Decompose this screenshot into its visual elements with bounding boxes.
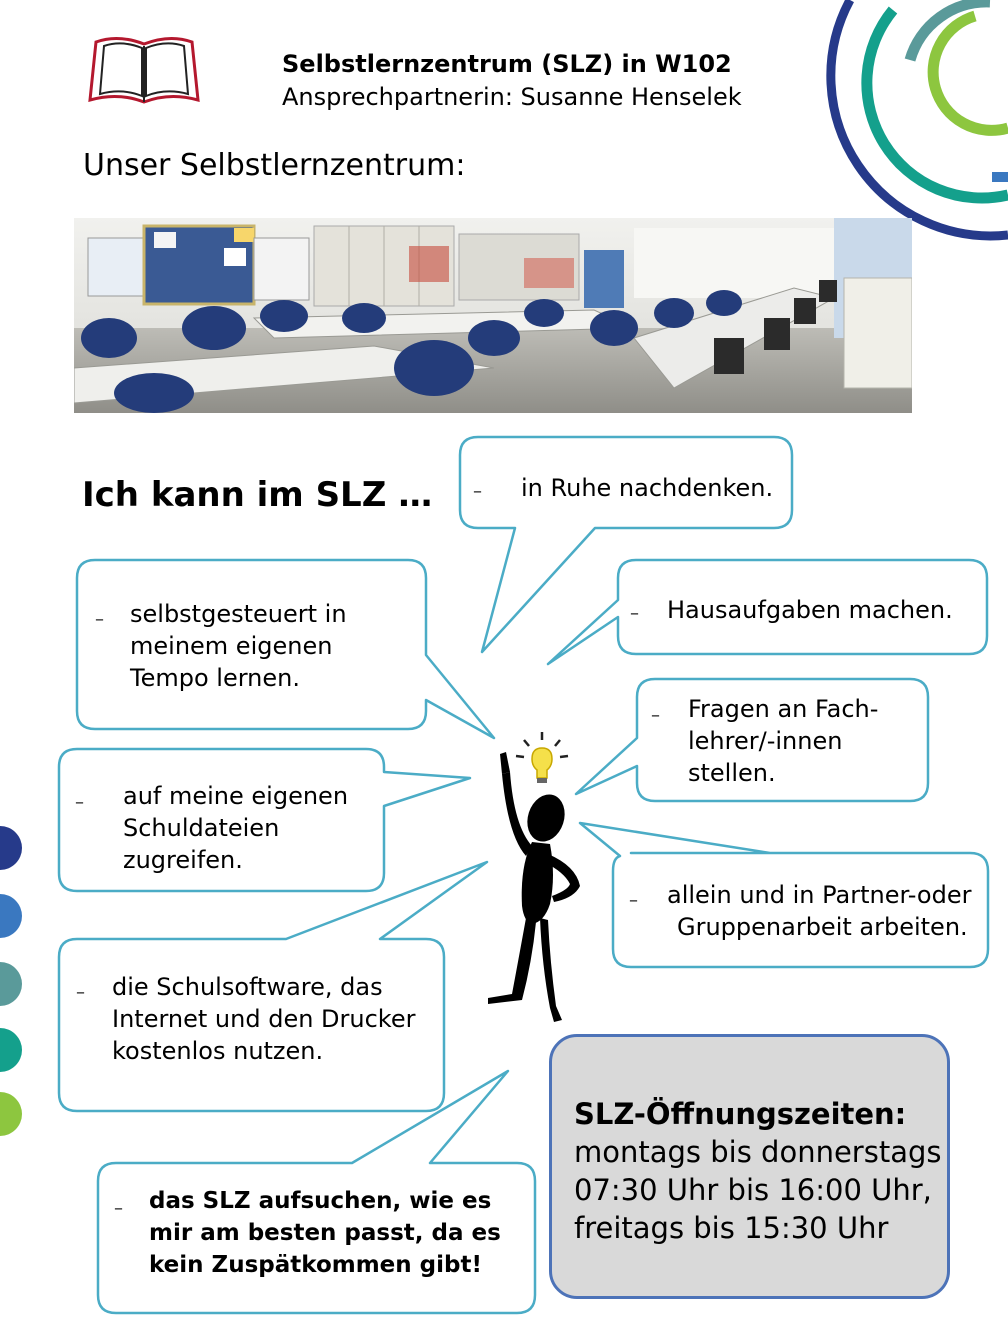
- bubble-line: Hausaufgaben machen.: [667, 596, 953, 624]
- headline: Ich kann im SLZ …: [82, 475, 433, 515]
- bullet-dash: –: [630, 603, 639, 624]
- bubble-line: lehrer/-innen: [688, 727, 843, 755]
- bullet-dash: –: [114, 1198, 123, 1219]
- bubble-line: zugreifen.: [123, 846, 243, 874]
- light-bulb-icon: [516, 732, 568, 783]
- bubble-hausaufgaben: [618, 560, 987, 654]
- bubble-software: [59, 939, 444, 1111]
- opening-hours-box: [549, 1034, 950, 1299]
- bubble-schuldateien: [59, 749, 384, 891]
- bubble-tempo: [77, 560, 426, 729]
- opening-hours-line: freitags bis 15:30 Uhr: [574, 1211, 889, 1245]
- bubble-line: das SLZ aufsuchen, wie es: [149, 1188, 492, 1214]
- opening-hours-line: 07:30 Uhr bis 16:00 Uhr,: [574, 1173, 932, 1207]
- opening-hours-line: montags bis donnerstags: [574, 1135, 942, 1169]
- bubble-line: meinem eigenen: [130, 632, 333, 660]
- bubble-line: Gruppenarbeit arbeiten.: [677, 913, 968, 941]
- bullet-dash: –: [473, 481, 482, 502]
- header-contact: Ansprechpartnerin: Susanne Henselek: [282, 83, 742, 111]
- bubble-line: Fragen an Fach-: [688, 695, 879, 723]
- bubble-line: Schuldateien: [123, 814, 280, 842]
- bubble-line: Internet und den Drucker: [112, 1005, 416, 1033]
- bullet-dash: –: [95, 609, 104, 630]
- bubble-line: allein und in Partner-oder: [667, 881, 972, 909]
- bullet-dash: –: [651, 705, 660, 726]
- bubble-line: in Ruhe nachdenken.: [521, 474, 774, 502]
- bubble-line: kostenlos nutzen.: [112, 1037, 324, 1065]
- bubble-line: auf meine eigenen: [123, 782, 349, 810]
- bubble-line: selbstgesteuert in: [130, 600, 347, 628]
- bubble-ruhe: [460, 437, 792, 528]
- bullet-dash: –: [76, 982, 85, 1003]
- section-title: Unser Selbstlernzentrum:: [83, 148, 466, 183]
- bubble-line: stellen.: [688, 759, 776, 787]
- bubble-aufsuchen: [98, 1163, 535, 1313]
- bubble-line: kein Zuspätkommen gibt!: [149, 1252, 482, 1278]
- bubble-line: Tempo lernen.: [130, 664, 300, 692]
- bullet-dash: –: [629, 890, 638, 911]
- bullet-dash: –: [75, 792, 84, 813]
- bubble-line: mir am besten passt, da es: [149, 1220, 501, 1246]
- bubble-line: die Schulsoftware, das: [112, 973, 383, 1001]
- header-title: Selbstlernzentrum (SLZ) in W102: [282, 50, 732, 78]
- bubble-fragen: [637, 679, 928, 801]
- opening-hours-title: SLZ-Öffnungszeiten:: [574, 1097, 907, 1131]
- bubble-partner: [613, 853, 988, 967]
- thinking-figure-icon: [480, 726, 590, 1026]
